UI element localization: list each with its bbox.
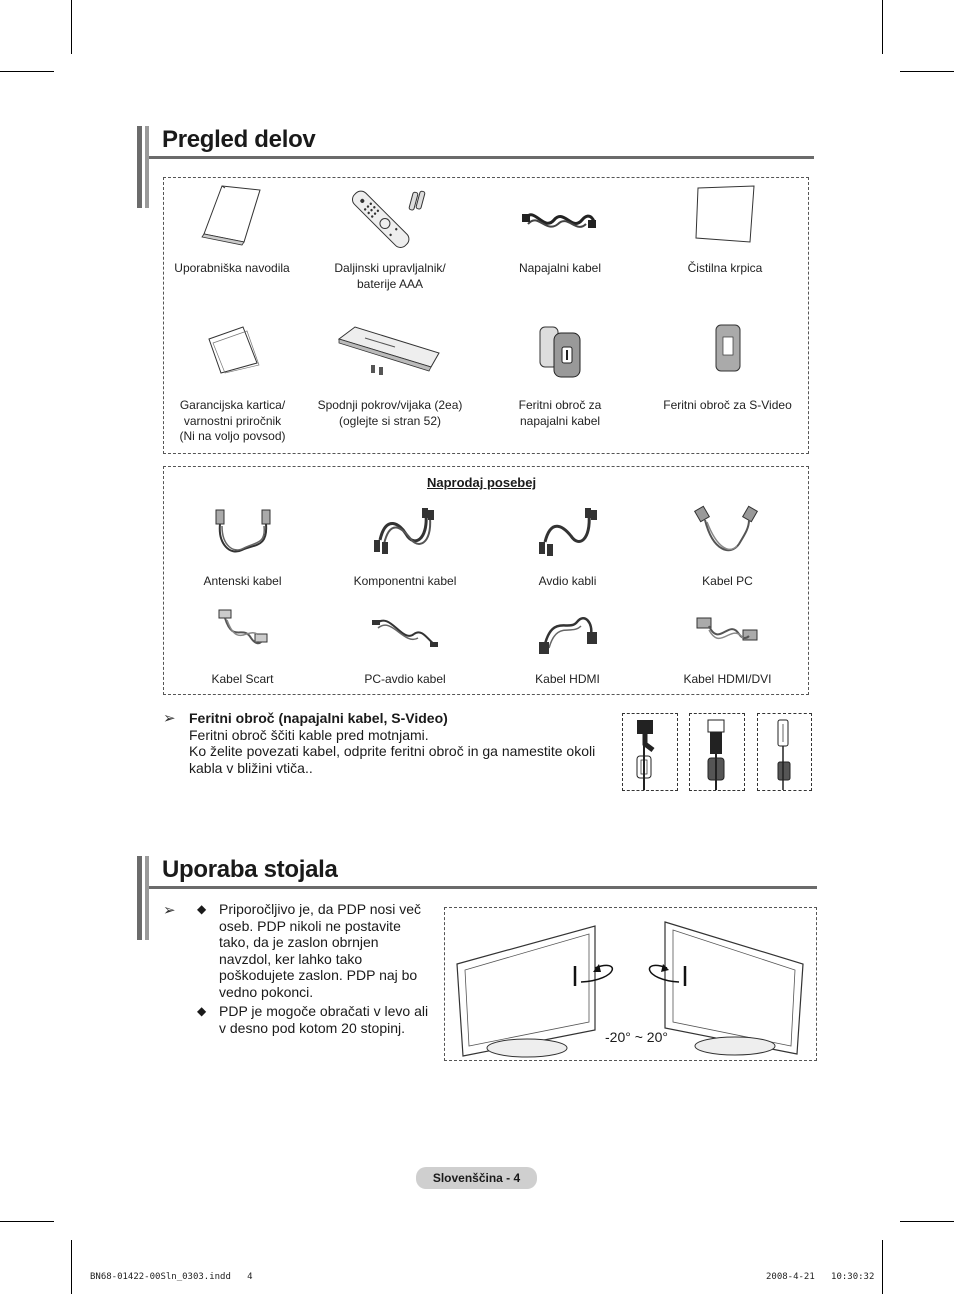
- ferrite-plug-illustration: [690, 714, 744, 790]
- note-arrow-icon: ➢: [163, 710, 176, 727]
- item-label: Komponentni kabel: [353, 574, 457, 588]
- opt-antenna: [185, 504, 300, 590]
- opt-scart: [185, 604, 300, 688]
- ferrite-small-icon: [708, 323, 748, 375]
- ferrite-large-icon: [530, 323, 590, 379]
- ferrite-plug-illustration: [758, 714, 811, 790]
- section-rule: [149, 156, 814, 159]
- item-label: Čistilna krpica: [687, 261, 763, 275]
- pc-audio-cable-icon: [370, 604, 440, 654]
- item-ferrite-small: [655, 323, 800, 414]
- opt-pc-audio: [345, 604, 465, 688]
- audio-cable-icon: [533, 504, 603, 560]
- antenna-cable-icon: [208, 504, 278, 560]
- hdmi-dvi-cable-icon: [693, 604, 763, 658]
- section-title-stand: Uporaba stojala: [162, 856, 338, 883]
- item-cloth: [665, 182, 785, 277]
- item-bottom-cover: [310, 323, 470, 429]
- item-label: Spodnji pokrov/vijaka (2ea) (oglejte si stran 52): [317, 398, 463, 428]
- page-label: Slovenščina - 4: [416, 1167, 537, 1189]
- item-label: PC-avdio kabel: [364, 672, 446, 686]
- item-warranty: [160, 323, 305, 445]
- opt-hdmi: [510, 604, 625, 688]
- diamond-bullet-icon: ◆: [197, 902, 207, 916]
- item-label: Napajalni kabel: [518, 261, 602, 275]
- ferrite-illustration-1: [622, 713, 678, 791]
- item-label: Kabel HDMI/DVI: [683, 672, 772, 686]
- item-label: Antenski kabel: [203, 574, 282, 588]
- opt-pc: [670, 504, 785, 590]
- optional-title: Naprodaj posebej: [427, 475, 537, 490]
- item-ferrite-large: [495, 323, 625, 429]
- bottom-cover-icon: [335, 323, 445, 379]
- cloth-icon: [690, 182, 760, 246]
- stand-illustration-box: [444, 907, 817, 1061]
- footer-timestamp: 2008-4-21 10:30:32: [766, 1272, 875, 1282]
- item-label: Avdio kabli: [538, 574, 597, 588]
- ferrite-note: [189, 710, 609, 776]
- pc-cable-icon: [693, 504, 763, 560]
- bullet-item: ◆ Priporočljivo je, da PDP nosi več oseb. PDP nikoli ne postavite tako, da je zaslon obrnjen navzdol, ker lahko tako poškodujete zaslon. PDP naj bo vedno pokonci.: [197, 901, 422, 1000]
- section-bar: [145, 126, 149, 208]
- remote-icon: [345, 182, 435, 252]
- ferrite-illustration-2: [689, 713, 745, 791]
- stand-bullets: [197, 901, 433, 1039]
- item-power-cable: [495, 182, 625, 277]
- diamond-bullet-icon: ◆: [197, 1004, 207, 1018]
- opt-component: [345, 504, 465, 590]
- item-label: Feritni obroč za napajalni kabel: [518, 398, 602, 428]
- ferrite-note-line1: Feritni obroč ščiti kable pred motnjami.: [189, 726, 429, 743]
- manual-icon: [192, 182, 272, 246]
- ferrite-illustration-3: [757, 713, 812, 791]
- item-remote: [320, 182, 460, 292]
- component-cable-icon: [370, 504, 440, 560]
- ferrite-plug-illustration: [623, 714, 677, 790]
- hdmi-cable-icon: [533, 604, 603, 658]
- crop-mark: [882, 1240, 883, 1294]
- crop-mark: [71, 1240, 72, 1294]
- opt-audio: [510, 504, 625, 590]
- ferrite-note-line2: Ko želite povezati kabel, odprite feritni obroč in ga namestite okoli kabla v bližini vtiča..: [189, 743, 596, 776]
- section-bar: [137, 856, 142, 940]
- item-label: Uporabniška navodila: [174, 261, 290, 275]
- ferrite-note-title: Feritni obroč (napajalni kabel, S-Video): [189, 710, 448, 726]
- power-cable-icon: [520, 182, 600, 252]
- item-label: Garancijska kartica/ varnostni priročnik (Ni na voljo povsod): [179, 398, 286, 443]
- item-manual: [165, 182, 299, 277]
- warranty-card-icon: [203, 323, 263, 375]
- scart-cable-icon: [213, 604, 273, 654]
- angle-label: -20° ~ 20°: [605, 1029, 668, 1045]
- crop-mark: [71, 0, 72, 54]
- crop-mark: [900, 1221, 954, 1222]
- bullet-item: ◆ PDP je mogoče obračati v levo ali v desno pod kotom 20 stopinj.: [197, 1003, 429, 1036]
- section-bar: [145, 856, 149, 940]
- opt-hdmi-dvi: [670, 604, 785, 688]
- section-bar: [137, 126, 142, 208]
- crop-mark: [900, 71, 954, 72]
- note-arrow-icon: ➢: [163, 902, 176, 919]
- item-label: Kabel HDMI: [535, 672, 600, 686]
- crop-mark: [0, 71, 54, 72]
- item-label: Kabel Scart: [211, 672, 274, 686]
- section-rule: [149, 886, 817, 889]
- section-title-parts: Pregled delov: [162, 126, 316, 153]
- crop-mark: [882, 0, 883, 54]
- item-label: Feritni obroč za S-Video: [663, 398, 792, 412]
- footer-file: BN68-01422-00Sln_0303.indd 4: [90, 1272, 253, 1282]
- item-label: Kabel PC: [702, 574, 753, 588]
- crop-mark: [0, 1221, 54, 1222]
- item-label: Daljinski upravljalnik/ baterije AAA: [334, 261, 446, 291]
